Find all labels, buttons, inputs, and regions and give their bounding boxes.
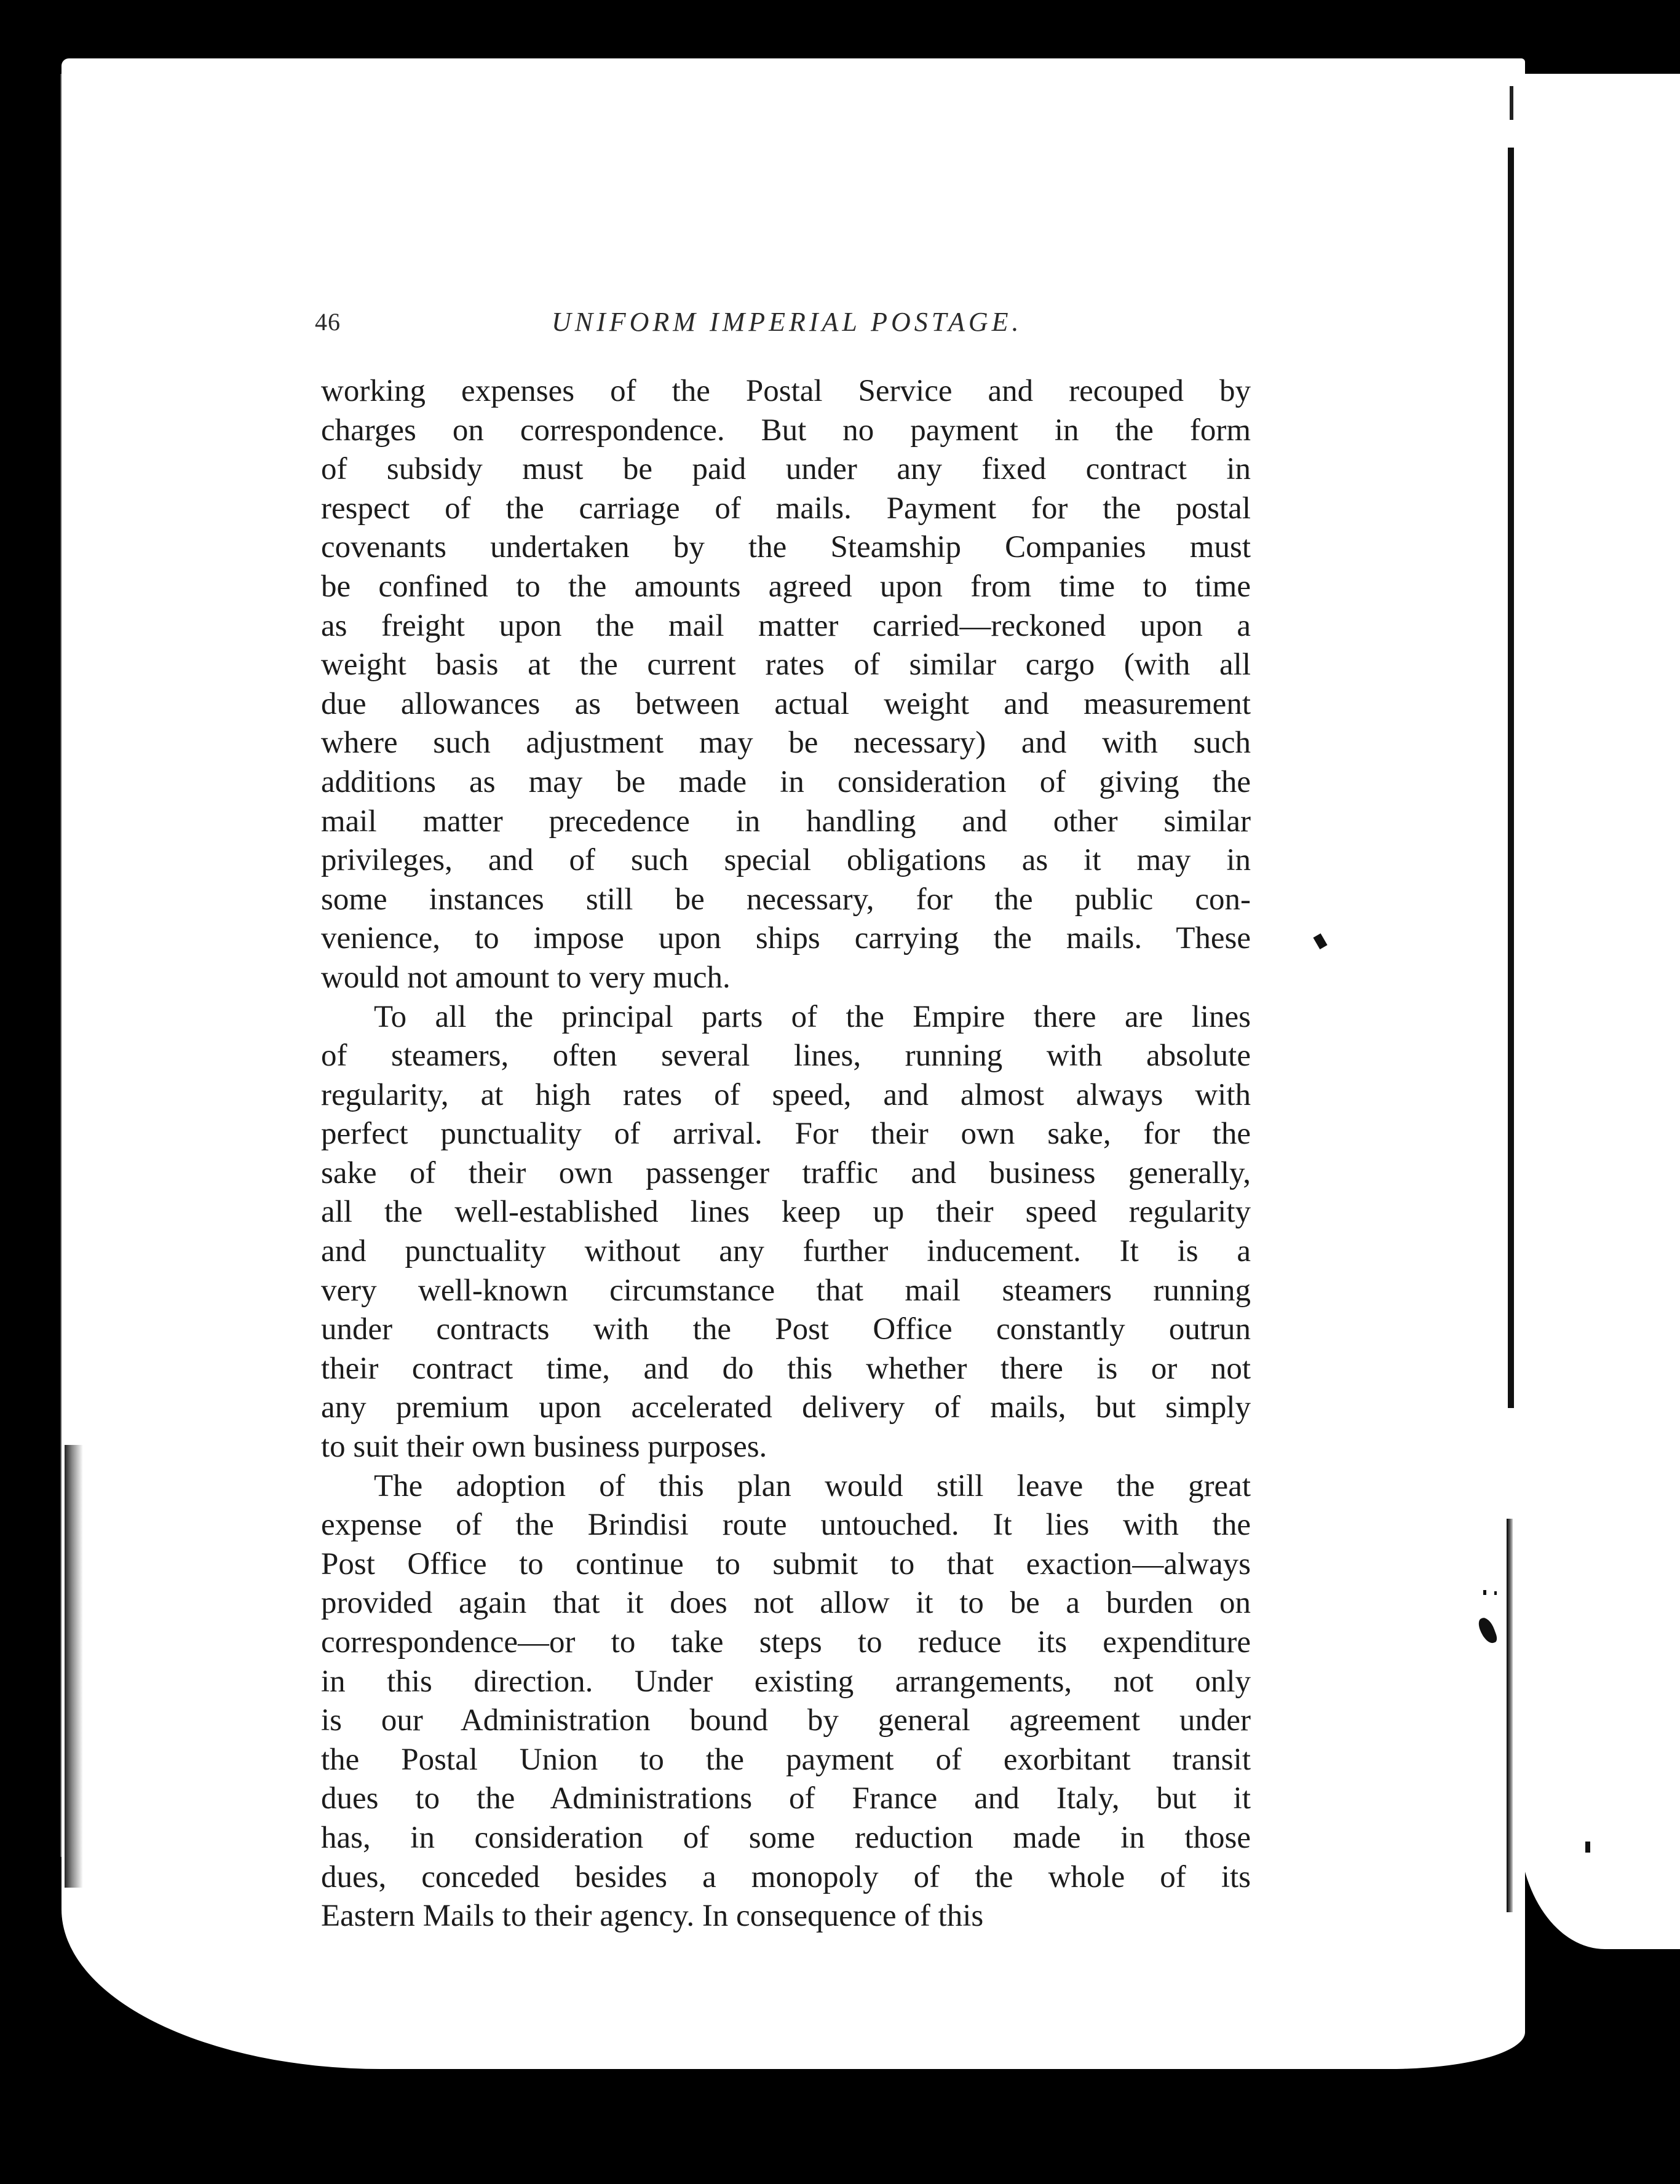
text-line: has, in consideration of some reduction made in those xyxy=(321,1820,1251,1855)
text-line: due allowances as between actual weight and measurement xyxy=(321,686,1251,721)
text-line: dues, conceded besides a monopoly of the whole of its xyxy=(321,1859,1251,1894)
gutter-line-top xyxy=(1510,86,1513,120)
running-title: UNIFORM IMPERIAL POSTAGE. xyxy=(552,307,1023,337)
text-line: any premium upon accelerated delivery of mails, but simply xyxy=(321,1390,1251,1425)
paragraph xyxy=(321,998,1251,1467)
page-number: 46 xyxy=(315,308,341,336)
text-line: their contract time, and do this whether there is or not xyxy=(321,1351,1251,1386)
gutter-line xyxy=(1508,148,1514,1408)
text-line: covenants undertaken by the Steamship Companies must xyxy=(321,530,1251,565)
text-line: provided again that it does not allow it to be a burden on xyxy=(321,1586,1251,1621)
text-line: mail matter precedence in handling and other similar xyxy=(321,804,1251,839)
gutter-line-bottom xyxy=(1507,1519,1513,1912)
facing-page-edge xyxy=(1519,74,1680,1949)
text-line: of subsidy must be paid under any fixed contract in xyxy=(321,452,1251,487)
text-line: be confined to the amounts agreed upon from time to time xyxy=(321,569,1251,604)
text-line: very well-known circumstance that mail steamers running xyxy=(321,1273,1251,1308)
text-line: all the well-established lines keep up their speed regularity xyxy=(321,1195,1251,1230)
text-line: additions as may be made in consideration of giving the xyxy=(321,764,1251,799)
text-line: Post Office to continue to submit to that exaction—always xyxy=(321,1546,1251,1581)
text-line: and punctuality without any further inducement. It is a xyxy=(321,1234,1251,1269)
text-line: expense of the Brindisi route untouched. It lies with the xyxy=(321,1508,1251,1543)
text-line: would not amount to very much. xyxy=(321,960,731,995)
text-line: weight basis at the current rates of similar cargo (with all xyxy=(321,647,1251,682)
text-line: correspondence—or to take steps to reduce its expenditure xyxy=(321,1625,1251,1660)
text-line: dues to the Administrations of France and Italy, but it xyxy=(321,1781,1251,1816)
text-line: perfect punctuality of arrival. For their own sake, for the xyxy=(321,1117,1251,1152)
text-line: respect of the carriage of mails. Payment for the postal xyxy=(321,491,1251,526)
scan-speck xyxy=(1585,1842,1590,1853)
text-line: Eastern Mails to their agency. In consequence of this xyxy=(321,1899,984,1934)
text-line: to suit their own business purposes. xyxy=(321,1430,767,1465)
paragraph xyxy=(321,1467,1251,1936)
text-line: privileges, and of such special obligations as it may in xyxy=(321,843,1251,878)
text-line: sake of their own passenger traffic and business generally, xyxy=(321,1155,1251,1190)
text-line: of steamers, often several lines, running with absolute xyxy=(321,1039,1251,1074)
text-line: the Postal Union to the payment of exorbitant transit xyxy=(321,1742,1251,1777)
text-line: charges on correspondence. But no payment in the form xyxy=(321,413,1251,448)
text-line: regularity, at high rates of speed, and almost always with xyxy=(321,1077,1251,1112)
text-line: working expenses of the Postal Service and recouped by xyxy=(321,374,1251,408)
page-edge-shadow-lower xyxy=(65,1445,83,1888)
body-text xyxy=(321,372,1251,1936)
scan-speck xyxy=(1483,1590,1486,1595)
text-line: where such adjustment may be necessary) and with such xyxy=(321,726,1251,761)
text-line: The adoption of this plan would still leave the great xyxy=(374,1468,1251,1503)
text-line: under contracts with the Post Office constantly outrun xyxy=(321,1312,1251,1347)
text-line: some instances still be necessary, for the public con- xyxy=(321,882,1251,917)
paragraph xyxy=(321,372,1251,998)
text-line: in this direction. Under existing arrangements, not only xyxy=(321,1664,1251,1699)
text-line: venience, to impose upon ships carrying the mails. These xyxy=(321,921,1251,956)
scan-speck xyxy=(1494,1591,1497,1595)
text-line: To all the principal parts of the Empire there are lines xyxy=(374,999,1251,1034)
text-line: as freight upon the mail matter carried—reckoned upon a xyxy=(321,608,1251,643)
text-line: is our Administration bound by general agreement under xyxy=(321,1703,1251,1738)
page-header xyxy=(315,304,1250,341)
